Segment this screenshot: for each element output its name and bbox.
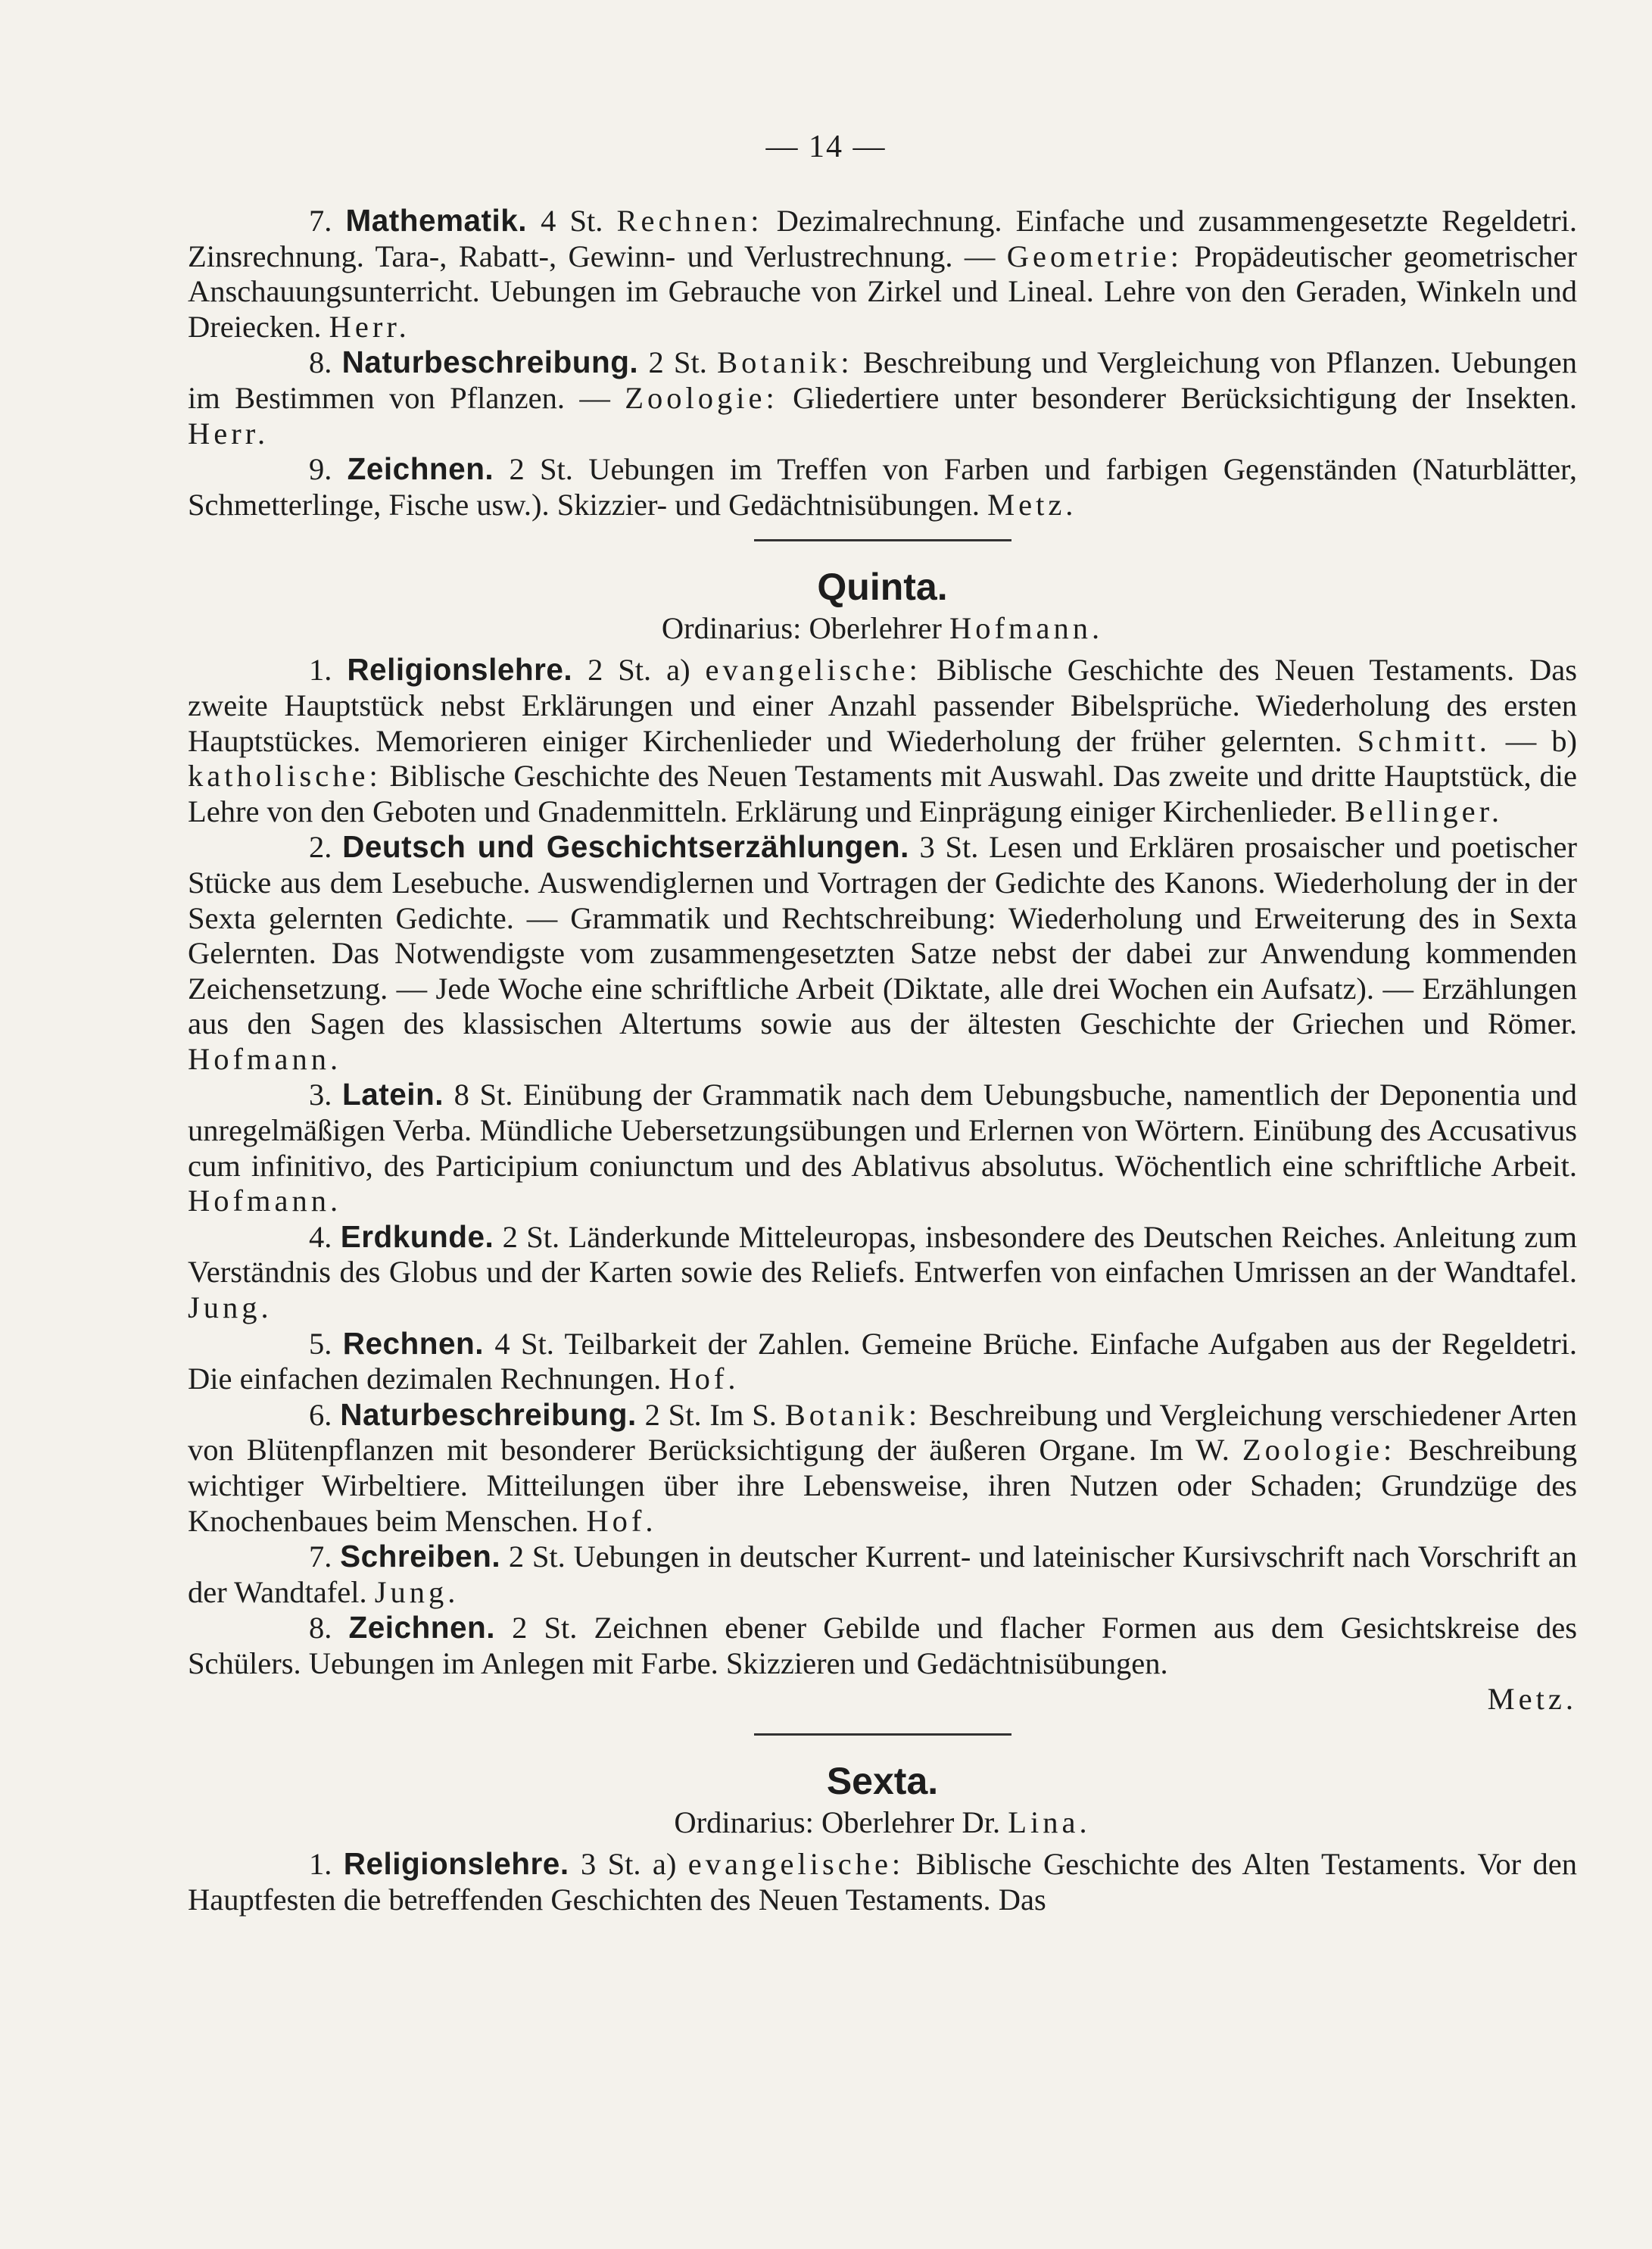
text-column [188,203,1577,1917]
spaced-term: Zoologie: [1242,1433,1396,1468]
subject-paragraph [188,451,1577,522]
subject-hours: 8 St. [454,1078,513,1112]
body-text: Propädeutischer geometrischer Anschauungsunterricht. Uebungen im Gebrauche von Zirkel und Lineal. Lehre von den Geraden, Winkeln und Dreiecken. [188,239,1578,344]
spaced-term: Schmitt. [1357,723,1491,758]
subject-paragraph [188,1077,1577,1218]
body-text: Länderkunde Mitteleuropas, insbesondere des Deutschen Reiches. Anleitung zum Verständnis des Globus und der Karten sowie des Reliefs. Entwerfen von einfachen Umrissen an der Wandtafel. [188,1219,1578,1290]
subject-hours: 2 St. [509,452,573,487]
spaced-term: Zoologie: [625,380,778,415]
body-text: Beschreibung wichtiger Wirbeltiere. Mitteilungen über ihre Lebensweise, ihren Nutzen oder Schaden; Grundzüge des Knochenbaues beim Menschen. [188,1433,1577,1538]
body-text: Lesen und Erklären prosaischer und poetischer Stücke aus dem Lesebuche. Auswendiglernen und Vortragen der Gedichte des Kanons. Wiederholung der in der Sexta gelernten Gedichte. — Grammatik und Rechtschreibung: Wiederholung und Erweiterung des in Sexta Gelernten. Das Notwendigste vom zusammengesetzten Satze nebst der dabei zur Anwendung kommenden Zeichensetzung. — Jede Woche eine schriftliche Arbeit (Diktate, alle drei Wochen ein Aufsatz). — Erzählungen aus den Sagen des klassischen Altertums sowie aus der ältesten Geschichte der Griechen und Römer. [188,830,1578,1041]
body-text: Zeichnen ebener Gebilde und flacher Formen aus dem Gesichtskreise des Schülers. Uebungen im Anlegen mit Farbe. Skizzieren und Gedächtnisübungen. [188,1611,1578,1680]
subject-heading: Rechnen. [342,1325,485,1361]
subject-number: 9. [309,452,332,487]
body-text: Im S. [709,1397,785,1432]
subject-paragraph [188,1397,1577,1539]
ordinarius-quinta [188,610,1577,647]
spaced-term: evangelische: [687,1847,905,1882]
spaced-term: Hofmann. [188,1041,342,1076]
subject-hours: 2 St. [648,345,707,380]
ordinarius-name: Hofmann. [949,611,1104,646]
subject-hours: 2 St. [588,653,652,688]
spaced-term: Herr. [329,309,410,344]
subject-hours: 2 St. [502,1219,560,1254]
body-text: Gliedertiere unter besonderer Berücksichtigung der Insekten. [778,380,1577,415]
subject-number: 4. [309,1219,332,1254]
quarta-continuation [188,203,1577,522]
subject-number: 8. [309,1611,332,1645]
spaced-term: Metz. [987,487,1077,522]
body-text: Beschreibung und Vergleichung verschiedener Arten von Blütenpflanzen mit besonderer Berücksichtigung der äußeren Organe. Im W. [188,1397,1578,1468]
spaced-term: Bellinger. [1345,794,1504,828]
subject-heading: Erdkunde. [340,1218,494,1254]
ordinarius-sexta [188,1804,1577,1842]
body-text: Beschreibung und Vergleichung von Pflanzen. Uebungen im Bestimmen von Pflanzen. — [188,345,1578,415]
section-divider [754,1733,1011,1736]
spaced-term: Hof. [669,1362,740,1396]
subject-paragraph [188,1219,1577,1326]
spaced-term: katholische: [188,759,382,794]
subject-paragraph [188,203,1577,345]
subject-hours: 2 St. [644,1397,702,1432]
body-text: a) [652,1847,688,1882]
sexta-subjects [188,1846,1577,1917]
ordinarius-label: Ordinarius: Oberlehrer [661,611,942,646]
spaced-term: Botanik: [784,1397,921,1432]
subject-heading: Naturbeschreibung. [341,345,639,380]
subject-number: 2. [309,830,332,865]
subject-number: 6. [309,1397,332,1432]
subject-heading: Schreiben. [340,1539,501,1574]
section-divider [754,539,1011,541]
subject-hours: 2 St. [512,1611,578,1645]
spaced-term: Jung. [188,1290,273,1325]
body-text: Uebungen im Treffen von Farben und farbigen Gegenständen (Naturblätter, Schmetterlinge, Fische usw.). Skizzier- und Gedächtnisübungen. [188,452,1578,522]
body-text: Teilbarkeit der Zahlen. Gemeine Brüche. Einfache Aufgaben aus der Regeldetri. Die einfachen dezimalen Rechnungen. [188,1326,1577,1396]
body-text: Biblische Geschichte des Alten Testaments. Vor den Hauptfesten die betreffenden Geschichten des Neuen Testaments. Das [188,1847,1578,1917]
subject-hours: 2 St. [508,1539,566,1574]
spaced-term: Hofmann. [188,1184,342,1218]
subject-paragraph [188,345,1577,451]
subject-heading: Zeichnen. [347,451,494,487]
spaced-term: Botanik: [717,345,853,380]
body-text: a) [666,653,706,688]
subject-hours: 4 St. [541,204,603,238]
spaced-term: evangelische: [705,653,921,688]
section-title-quinta: Quinta. [817,566,948,609]
spaced-term: Jung. [374,1574,460,1609]
subject-hours: 4 St. [494,1326,554,1361]
subject-number: 1. [309,1847,332,1882]
subject-paragraph [188,829,1577,1077]
body-text: — b) [1490,723,1577,758]
subject-hours: 3 St. [580,1847,641,1882]
subject-paragraph [188,1539,1577,1610]
subject-heading: Deutsch und Geschichtserzählungen. [342,829,909,865]
body-text: Biblische Geschichte des Neuen Testaments. Das zweite Hauptstück nebst Erklärungen und einer Anzahl passender Bibelsprüche. Wiederholung des ersten Hauptstückes. Memorieren einiger Kirchenlieder und Wiederholung der früher gelernten. [188,653,1578,758]
spaced-term: Metz. [1487,1681,1577,1716]
body-text: Dezimalrechnung. Einfache und zusammengesetzte Regeldetri. Zinsrechnung. Tara-, Rabatt-, Gewinn- und Verlustrechnung. — [188,204,1578,273]
quinta-subjects [188,652,1577,1717]
subject-number: 7. [309,204,332,238]
subject-heading: Latein. [341,1077,444,1112]
teacher-signature [188,1682,1577,1717]
subject-heading: Mathematik. [345,203,528,238]
body-text: Uebungen in deutscher Kurrent- und lateinischer Kursivschrift nach Vorschrift an der Wandtafel. [188,1539,1577,1609]
subject-number: 3. [309,1078,332,1112]
subject-number: 7. [309,1539,332,1574]
section-title-sexta: Sexta. [826,1760,939,1803]
subject-heading: Naturbeschreibung. [340,1396,637,1432]
subject-paragraph [188,652,1577,829]
spaced-term: Herr. [188,416,270,451]
spaced-term: Hof. [586,1503,657,1538]
subject-number: 1. [309,653,332,688]
spaced-term: Geometrie: [1006,239,1183,273]
ordinarius-name: Lina. [1008,1805,1091,1840]
subject-paragraph [188,1326,1577,1397]
subject-heading: Religionslehre. [347,652,573,688]
subject-paragraph [188,1846,1577,1917]
body-text: Biblische Geschichte des Neuen Testaments mit Auswahl. Das zweite und dritte Hauptstück, die Lehre von den Geboten und Gnadenmitteln. Erklärung und Einprägung einiger Kirchenlieder. [188,759,1577,828]
spaced-term: Rechnen: [616,204,763,238]
subject-heading: Zeichnen. [348,1610,496,1645]
subject-number: 5. [309,1326,332,1361]
subject-number: 8. [309,345,332,380]
ordinarius-label: Ordinarius: Oberlehrer Dr. [674,1805,1001,1840]
subject-heading: Religionslehre. [343,1846,569,1882]
subject-paragraph [188,1610,1577,1681]
page-number: — 14 — [765,129,887,164]
subject-hours: 3 St. [919,830,979,865]
body-text: Einübung der Grammatik nach dem Uebungsbuche, namentlich der Deponentia und unregelmäßigen Verba. Mündliche Uebersetzungsübungen und Erlernen von Wörtern. Einübung des Accusativus cum infinitivo, des Participium coniunctum und des Ablativus absolutus. Wöchentlich eine schriftliche Arbeit. [188,1078,1577,1183]
